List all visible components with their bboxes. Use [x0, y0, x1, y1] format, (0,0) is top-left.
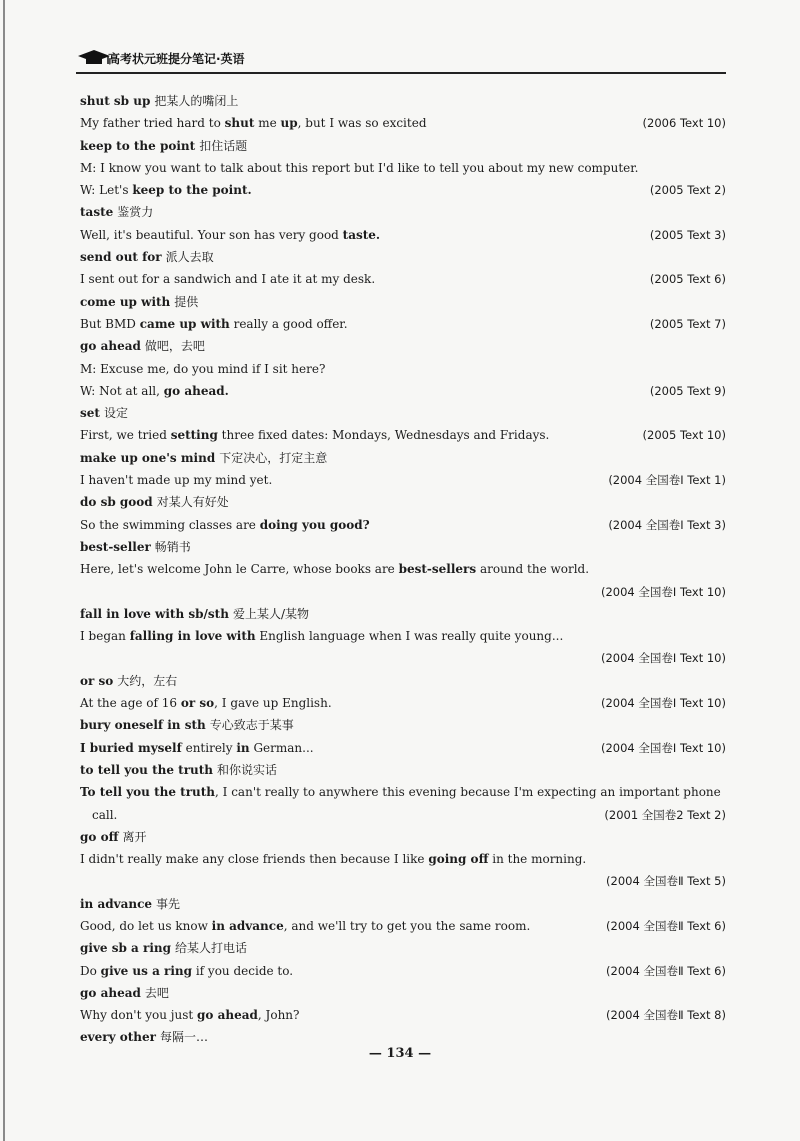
- entry-term: to tell you the truth: [80, 762, 214, 777]
- entry-source: (2004 全国卷Ⅰ Text 10): [601, 584, 726, 599]
- entry-source: (2005 Text 10): [642, 428, 726, 443]
- example-sentence: [80, 317, 348, 331]
- example-sentence: [80, 384, 229, 398]
- key-phrase: up: [280, 116, 298, 131]
- sentence-text: in the morning.: [488, 852, 587, 867]
- entry-source: (2004 全国卷Ⅰ Text 1): [608, 473, 726, 488]
- key-phrase: To tell you the truth: [80, 785, 216, 800]
- example-sentence-row: [80, 647, 730, 669]
- entry-term-row: [80, 603, 730, 625]
- entry-source: (2005 Text 2): [649, 183, 726, 198]
- example-sentence: [80, 183, 252, 197]
- entry-term-row: [80, 759, 730, 781]
- entry-meaning: 做吧，去吧: [144, 339, 205, 354]
- entry-term: shut sb up: [80, 94, 151, 108]
- example-sentence-row: [80, 380, 730, 402]
- sentence-text: Well, it's beautiful. Your son has very good: [80, 227, 343, 242]
- entry-meaning: 去吧: [144, 985, 169, 1000]
- key-phrase: in advance: [211, 918, 284, 933]
- sentence-text: around the world.: [476, 562, 590, 577]
- example-sentence: [80, 428, 549, 442]
- entry-meaning: 提供: [174, 294, 199, 309]
- entry-source: (2004 全国卷Ⅰ Text 10): [601, 740, 726, 755]
- key-phrase: go ahead.: [163, 383, 229, 398]
- sentence-text: German...: [249, 740, 314, 755]
- sentence-text: me: [254, 116, 281, 131]
- entry-source: (2004 全国卷Ⅰ Text 10): [601, 696, 726, 711]
- entry-term-row: [80, 536, 730, 558]
- example-sentence-row: [80, 514, 730, 536]
- example-sentence-row: [80, 268, 730, 290]
- entry-meaning: 给某人打电话: [175, 941, 248, 956]
- example-sentence: [80, 272, 375, 286]
- entry-meaning: 下定决心，打定主意: [219, 450, 328, 465]
- example-sentence-row: [80, 781, 730, 803]
- example-sentence-row: [80, 625, 730, 647]
- sentence-text: M: I know you want to talk about this report but I'd like to tell you about my new computer.: [80, 160, 639, 175]
- entry-meaning: 大约，左右: [117, 673, 178, 688]
- example-sentence: [80, 116, 427, 130]
- entry-term-row: [80, 826, 730, 848]
- entry-meaning: 事先: [156, 896, 181, 911]
- sentence-text: I sent out for a sandwich and I ate it at my desk.: [80, 272, 376, 287]
- sentence-text: M: Excuse me, do you mind if I sit here?: [80, 361, 326, 376]
- entry-term-row: [80, 335, 730, 357]
- entry-meaning: 设定: [103, 406, 128, 421]
- sentence-text: So the swimming classes are: [80, 517, 260, 532]
- entry-source: (2005 Text 9): [649, 383, 726, 398]
- entry-term: keep to the point: [80, 138, 196, 153]
- entry-term-row: [80, 291, 730, 313]
- key-phrase: shut: [224, 116, 255, 131]
- example-sentence-row: [80, 692, 730, 714]
- entry-term: make up one's mind: [80, 450, 216, 465]
- entry-term: taste: [80, 205, 114, 220]
- example-sentence-row: [80, 558, 730, 580]
- sentence-text: I began: [80, 629, 130, 644]
- example-sentence: [80, 228, 380, 242]
- example-sentence-row: [80, 960, 730, 982]
- key-phrase: setting: [170, 428, 218, 443]
- vocabulary-entries: [80, 90, 730, 1049]
- entry-term-row: [80, 982, 730, 1004]
- entry-meaning: 每隔一…: [159, 1030, 208, 1045]
- entry-meaning: 和你说实话: [217, 762, 278, 777]
- entry-term-row: [80, 937, 730, 959]
- entry-term: go off: [80, 829, 119, 844]
- example-sentence: [80, 852, 586, 866]
- entry-source: (2005 Text 3): [649, 227, 726, 242]
- binding-edge-line: [3, 0, 5, 1141]
- example-sentence-row: [80, 424, 730, 446]
- key-phrase: falling in love with: [129, 629, 256, 644]
- sentence-text: Why don't you just: [80, 1008, 198, 1023]
- book-title: 高考状元班提分笔记·英语: [108, 52, 245, 66]
- entry-meaning: 离开: [122, 829, 147, 844]
- entry-term: every other: [80, 1030, 156, 1045]
- example-sentence: [80, 473, 272, 487]
- entry-term-row: [80, 135, 730, 157]
- entry-term-row: [80, 893, 730, 915]
- example-sentence-row: [80, 737, 730, 759]
- entry-term: give sb a ring: [80, 941, 172, 956]
- sentence-text: , I gave up English.: [214, 696, 332, 711]
- example-sentence-row: [80, 804, 730, 826]
- example-sentence-row: [80, 870, 730, 892]
- sentence-text: call.: [92, 807, 118, 822]
- example-sentence: [80, 964, 293, 978]
- entry-term: best-seller: [80, 539, 151, 554]
- example-sentence-row: [80, 157, 730, 179]
- key-phrase: best-sellers: [398, 562, 477, 577]
- sentence-text: W: Let's: [80, 183, 133, 198]
- example-sentence: [80, 562, 589, 576]
- sentence-text: I haven't made up my mind yet.: [80, 473, 273, 488]
- page-number: — 134 —: [368, 1046, 432, 1061]
- example-sentence-row: [80, 915, 730, 937]
- entry-meaning: 扣住话题: [199, 138, 248, 153]
- sentence-text: , and we'll try to get you the same room.: [283, 918, 531, 933]
- example-sentence: [80, 808, 117, 822]
- entry-term-row: [80, 670, 730, 692]
- entry-source: (2004 全国卷Ⅱ Text 6): [606, 918, 726, 933]
- entry-source: (2005 Text 6): [649, 272, 726, 287]
- entry-term-row: [80, 447, 730, 469]
- entry-meaning: 爱上某人/某物: [232, 606, 309, 621]
- entry-meaning: 专心致志于某事: [209, 718, 294, 733]
- key-phrase: going off: [428, 852, 489, 867]
- example-sentence: [80, 362, 325, 376]
- entry-term-row: [80, 714, 730, 736]
- key-phrase: give us a ring: [100, 963, 193, 978]
- graduation-cap-icon: [76, 48, 112, 68]
- sentence-text: , I can't really to anywhere this evening because I'm expecting an important phone: [215, 785, 721, 800]
- entry-term: set: [80, 406, 100, 421]
- example-sentence: [80, 1008, 299, 1022]
- entry-source: (2006 Text 10): [642, 116, 726, 131]
- sentence-text: My father tried hard to: [80, 116, 225, 131]
- example-sentence: [80, 919, 530, 933]
- sentence-text: First, we tried: [80, 428, 171, 443]
- example-sentence: [80, 518, 370, 532]
- key-phrase: came up with: [139, 316, 230, 331]
- key-phrase: keep to the point.: [132, 183, 252, 198]
- example-sentence: [80, 629, 563, 643]
- key-phrase: or so: [180, 696, 215, 711]
- entry-term-row: [80, 201, 730, 223]
- sentence-text: entirely: [181, 740, 237, 755]
- example-sentence-row: [80, 848, 730, 870]
- entry-source: (2004 全国卷Ⅰ Text 10): [601, 651, 726, 666]
- entry-term: in advance: [80, 896, 153, 911]
- entry-term: go ahead: [80, 339, 141, 354]
- example-sentence-row: [80, 224, 730, 246]
- example-sentence-row: [80, 179, 730, 201]
- example-sentence: [80, 696, 332, 710]
- entry-term-row: [80, 402, 730, 424]
- sentence-text: I didn't really make any close friends then because I like: [80, 852, 429, 867]
- entry-term: bury oneself in sth: [80, 718, 206, 733]
- key-phrase: go ahead: [197, 1008, 258, 1023]
- entry-meaning: 把某人的嘴闭上: [154, 94, 239, 108]
- key-phrase: taste.: [342, 227, 381, 242]
- example-sentence: [80, 785, 721, 799]
- sentence-text: three fixed dates: Mondays, Wednesdays and Fridays.: [217, 428, 550, 443]
- sentence-text: , but I was so excited: [297, 116, 427, 131]
- sentence-text: At the age of 16: [80, 696, 181, 711]
- sentence-text: Here, let's welcome John le Carre, whose books are: [80, 562, 399, 577]
- entry-source: (2001 全国卷2 Text 2): [604, 807, 726, 822]
- key-phrase: doing you good?: [259, 517, 370, 532]
- entry-term: do sb good: [80, 495, 153, 510]
- sentence-text: Do: [80, 963, 101, 978]
- sentence-text: W: Not at all,: [80, 383, 164, 398]
- entry-term: fall in love with sb/sth: [80, 606, 229, 621]
- example-sentence-row: [80, 581, 730, 603]
- sentence-text: if you decide to.: [192, 963, 294, 978]
- sentence-text: But BMD: [80, 316, 140, 331]
- sentence-text: really a good offer.: [229, 316, 348, 331]
- example-sentence: [80, 741, 314, 755]
- entry-term: come up with: [80, 294, 171, 309]
- entry-source: (2004 全国卷Ⅰ Text 3): [608, 517, 726, 532]
- example-sentence-row: [80, 1004, 730, 1026]
- entry-source: (2005 Text 7): [649, 316, 726, 331]
- entry-meaning: 鉴赏力: [117, 205, 154, 220]
- entry-meaning: 派人去取: [165, 250, 214, 265]
- header-rule: [76, 72, 726, 74]
- key-phrase: I buried myself: [80, 740, 182, 755]
- sentence-text: Good, do let us know: [80, 918, 212, 933]
- entry-source: (2004 全国卷Ⅱ Text 5): [606, 874, 726, 889]
- sentence-text: , John?: [257, 1008, 300, 1023]
- entry-term: or so: [80, 673, 114, 688]
- example-sentence-row: [80, 313, 730, 335]
- example-sentence: [80, 161, 639, 175]
- entry-term-row: [80, 491, 730, 513]
- key-phrase: in: [236, 740, 250, 755]
- example-sentence-row: [80, 358, 730, 380]
- sentence-text: English language when I was really quite young...: [255, 629, 564, 644]
- entry-term-row: [80, 246, 730, 268]
- example-sentence-row: [80, 469, 730, 491]
- entry-meaning: 畅销书: [154, 539, 191, 554]
- entry-term: send out for: [80, 250, 162, 265]
- example-sentence-row: [80, 112, 730, 134]
- entry-term-row: [80, 90, 730, 112]
- entry-source: (2004 全国卷Ⅱ Text 8): [606, 1008, 726, 1023]
- entry-source: (2004 全国卷Ⅱ Text 6): [606, 963, 726, 978]
- entry-meaning: 对某人有好处: [156, 495, 229, 510]
- entry-term: go ahead: [80, 985, 141, 1000]
